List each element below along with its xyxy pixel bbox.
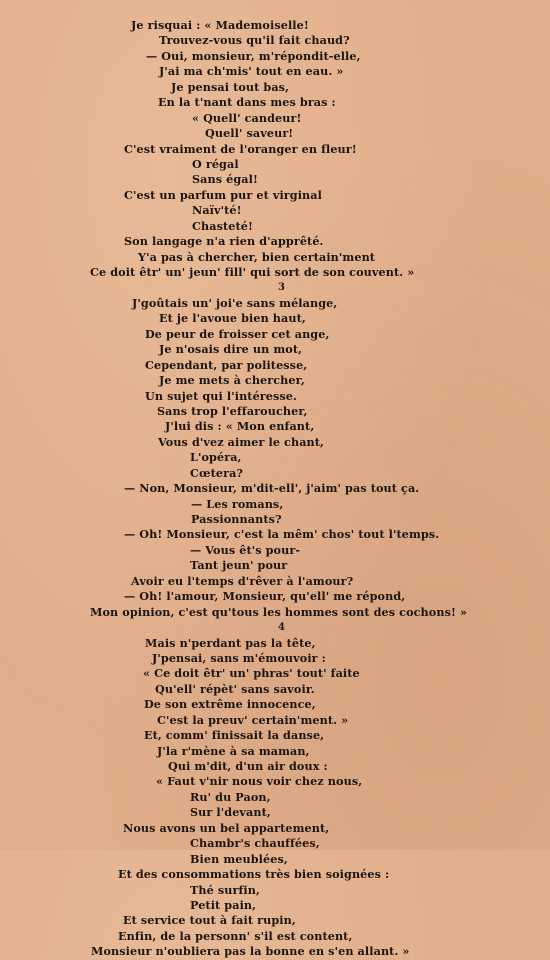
verse-line: Qui m'dit, d'un air doux : [168, 759, 328, 773]
verse-line: En la t'nant dans mes bras : [158, 95, 336, 110]
verse-line: Vous d'vez aimer le chant, [158, 434, 325, 449]
verse-line: « Ce doit êtr' un' phras' tout' faite [143, 666, 360, 681]
stanza-number: 4 [278, 622, 285, 634]
verse-line: Un sujet qui l'intéresse. [145, 388, 298, 403]
verse-line: « Quell' candeur! [192, 110, 302, 125]
verse-line: Petit pain, [190, 897, 257, 912]
verse-line: Qu'ell' répèt' sans savoir. [155, 681, 315, 696]
verse-line: — Les romans, [191, 496, 284, 511]
verse-line: — Non, Monsieur, m'dit-ell', j'aim' pas tout ça. [124, 481, 420, 496]
verse-line: Je pensai tout bas, [171, 79, 290, 94]
verse-line: — Oh! Monsieur, c'est la mêm' chos' tout l'temps. [124, 527, 440, 542]
verse-line: Enfin, de la personn' s'il est content, [118, 928, 353, 943]
verse-line: Monsieur n'oubliera pas la bonne en s'en allant. » [91, 944, 410, 959]
verse-line: Ce doit êtr' un' jeun' fill' qui sort de son couvent. » [90, 265, 415, 279]
verse-line: Tant jeun' pour [190, 558, 288, 573]
verse-line: J'ai ma ch'mis' tout en eau. » [159, 64, 344, 79]
verse-line: Je risquai : « Mademoiselle! [131, 18, 309, 32]
stanza-number: 3 [278, 282, 285, 294]
verse-line: Mais n'perdant pas la tête, [145, 635, 316, 650]
verse-line: Thé surfin, [190, 882, 260, 897]
verse-line: Quell' saveur! [205, 126, 294, 141]
verse-line: « Faut v'nir nous voir chez nous, [156, 774, 363, 789]
verse-line: De son extrême innocence, [144, 697, 316, 712]
verse-line: Mon opinion, c'est qu'tous les hommes sont des cochons! » [90, 604, 468, 619]
verse-line: Passionnants? [191, 512, 282, 526]
verse-line: Nous avons un bel appartement, [123, 820, 330, 835]
verse-line: Chambr's chauffées, [190, 836, 320, 851]
verse-line: J'la r'mène à sa maman, [157, 743, 310, 758]
verse-line: C'est vraiment de l'oranger en fleur! [124, 141, 357, 156]
verse-line: Avoir eu l'temps d'rêver à l'amour? [131, 573, 354, 588]
verse-line: Son langage n'a rien d'apprêté. [124, 234, 324, 249]
verse-line: Sans égal! [192, 172, 259, 187]
verse-line: Et service tout à fait rupin, [123, 913, 296, 928]
stanza-3 [0, 280, 550, 620]
verse-line: Et je l'avoue bien haut, [159, 311, 306, 326]
verse-line: Sur l'devant, [190, 805, 271, 820]
verse-line: Et des consommations très bien soignées : [118, 867, 390, 882]
stanza-2 [0, 18, 550, 280]
verse-line: Ru' du Paon, [190, 789, 271, 804]
verse-line: Y'a pas à chercher, bien certain'ment [138, 249, 376, 264]
verse-line: J'pensai, sans m'émouvoir : [152, 650, 326, 665]
verse-line: Et, comm' finissait la danse, [144, 728, 325, 743]
song-lyrics-page [0, 18, 550, 960]
verse-line: — Vous êt's pour- [190, 542, 301, 557]
verse-line: Trouvez-vous qu'il fait chaud? [159, 33, 350, 48]
verse-line: J'goûtais un' joi'e sans mélange, [132, 295, 338, 310]
verse-line: Chasteté! [192, 218, 253, 233]
verse-line: L'opéra, [190, 450, 242, 465]
verse-line: De peur de froisser cet ange, [145, 326, 330, 341]
verse-line: — Oh! l'amour, Monsieur, qu'ell' me répond, [124, 589, 406, 604]
verse-line: Sans trop l'effaroucher, [157, 403, 308, 418]
verse-line: Je n'osais dire un mot, [159, 342, 303, 357]
verse-line: Je me mets à chercher, [159, 373, 305, 388]
verse-line: — Oui, monsieur, m'répondit-elle, [146, 48, 361, 63]
verse-line: Cependant, par politesse, [145, 357, 308, 372]
verse-line: Bien meublées, [190, 851, 288, 866]
verse-line: J'lui dis : « Mon enfant, [165, 419, 315, 434]
verse-line: Naïv'té! [192, 203, 242, 218]
verse-line: C'est la preuv' certain'ment. » [157, 712, 349, 727]
verse-line: C'est un parfum pur et virginal [124, 187, 322, 202]
verse-line: Cœtera? [190, 465, 244, 480]
stanza-4 [0, 620, 550, 960]
verse-line: O régal [192, 156, 239, 171]
